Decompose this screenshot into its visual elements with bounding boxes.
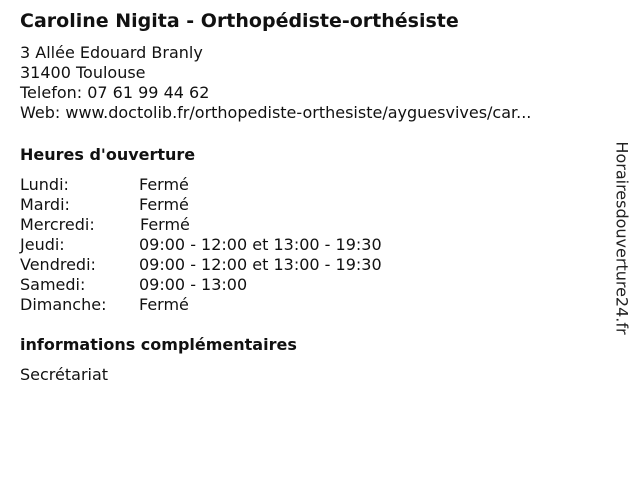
hours-heading: Heures d'ouverture [20, 145, 196, 164]
hours-time: 09:00 - 12:00 et 13:00 - 19:30 [139, 255, 382, 274]
hours-time: Fermé [139, 295, 189, 314]
hours-day: Mercredi: [20, 215, 95, 234]
hours-time: 09:00 - 12:00 et 13:00 - 19:30 [139, 235, 382, 254]
hours-time: Fermé [139, 175, 189, 194]
hours-day: Lundi: [20, 175, 69, 194]
hours-day: Mardi: [20, 195, 70, 214]
address-web: Web: www.doctolib.fr/orthopediste-orthesiste/ayguesvives/car... [20, 103, 532, 122]
address-phone: Telefon: 07 61 99 44 62 [20, 83, 210, 102]
hours-day: Samedi: [20, 275, 86, 294]
address-city: 31400 Toulouse [20, 63, 146, 82]
info-text: Secrétariat [20, 365, 109, 384]
hours-day: Dimanche: [20, 295, 107, 314]
watermark-text: Horairesdouverture24.fr [612, 141, 632, 335]
info-heading: informations complémentaires [20, 335, 297, 354]
hours-day: Jeudi: [20, 235, 65, 254]
hours-day: Vendredi: [20, 255, 96, 274]
hours-time: Fermé [139, 195, 189, 214]
address-street: 3 Allée Edouard Branly [20, 43, 203, 62]
hours-time: 09:00 - 13:00 [139, 275, 248, 294]
page-title: Caroline Nigita - Orthopédiste-orthésiste [20, 10, 459, 32]
address-block [20, 43, 531, 123]
hours-time: Fermé [140, 215, 190, 234]
